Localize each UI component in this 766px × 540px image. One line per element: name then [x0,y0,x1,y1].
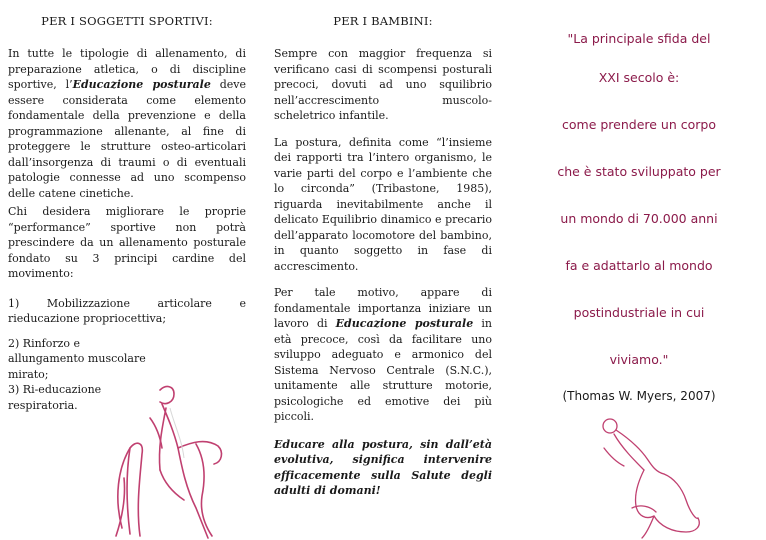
sport-item-1: 1) Mobilizzazione articolare e rieducazione propriocettiva; [8,296,246,325]
children-p3-text-a: Per tale motivo, appare di fondamentale importanza iniziare un lavoro di [274,286,492,330]
athlete-sketch-illustration [100,378,230,540]
yoga-pose-sketch-illustration [594,408,714,540]
children-paragraph-2: La postura, definita come “l’insieme dei rapporti tra l’intero organismo, le varie parti del corpo e l’ambiente che lo circonda” (Tribastone, 1985), riguarda inevitabilmente anche il delicato Equilibrio dinamico e precario dell’apparato locomotore del bambino, in quanto soggetto in fase di accrescimento. [274,135,492,273]
sport-title: PER I SOGGETTI SPORTIVI: [41,14,213,28]
quote-line-4: che è stato sviluppato per [557,163,721,179]
children-paragraph-1: Sempre con maggior frequenza si verificano casi di scompensi posturali precoci, dovuti ad uno squilibrio nell’accrescimento muscolo-scheletrico infantile. [274,47,492,122]
children-p3-emphasis: Educazione posturale [335,317,474,330]
quote-line-2: XXI secolo è: [598,69,680,85]
sport-paragraph-2: Chi desidera migliorare le proprie “performance” sportive non potrà prescindere da un allenamento posturale fondato su 3 principi cardine del movimento: [8,205,246,280]
quote-line-8: viviamo." [609,351,669,367]
quote-author: (Thomas W. Myers, 2007) [562,389,716,403]
quote-line-6: fa e adattarlo al mondo [565,257,713,273]
column-children [266,0,500,540]
sport-p1-text-b: deve essere considerata come elemento fondamentale della prevenzione e della programmazione allenante, al fine di proteggere le strutture osteo-articolari dall’insorgenza di traumi o di eventuali patologie connesse ad uno scompenso delle catene cinetiche. [8,78,246,200]
quote-line-1: "La principale sfida del [567,31,711,46]
children-title: PER I BAMBINI: [333,14,433,28]
quote-line-7: postindustriale in cui [573,304,705,320]
quote-line-5: un mondo di 70.000 anni [560,210,718,226]
children-paragraph-3 [274,285,492,425]
sport-p1-emphasis: Educazione posturale [72,78,211,91]
children-p3-text-b: in età precoce, così da facilitare uno sviluppo adeguato e armonico del Sistema Nervoso Centrale (S.N.C.), unitamente alle strutture motorie, psicologiche ed emotive dei più piccoli. [274,317,492,423]
children-closing-statement: Educare alla postura, sin dall’età evolutiva, significa intervenire efficacemente sulla Salute degli adulti di domani! [274,437,492,497]
sport-paragraph-1 [8,46,246,201]
sport-item-2: 2) Rinforzo e allungamento muscolare mirato; [8,336,146,381]
sport-p1-text-a: In tutte le tipologie di allenamento, di preparazione atletica, o di discipline sportive, l’ [8,47,246,91]
sport-item-3: 3) Ri-educazione respiratoria. [8,383,102,412]
quote-line-3: come prendere un corpo [562,116,716,132]
